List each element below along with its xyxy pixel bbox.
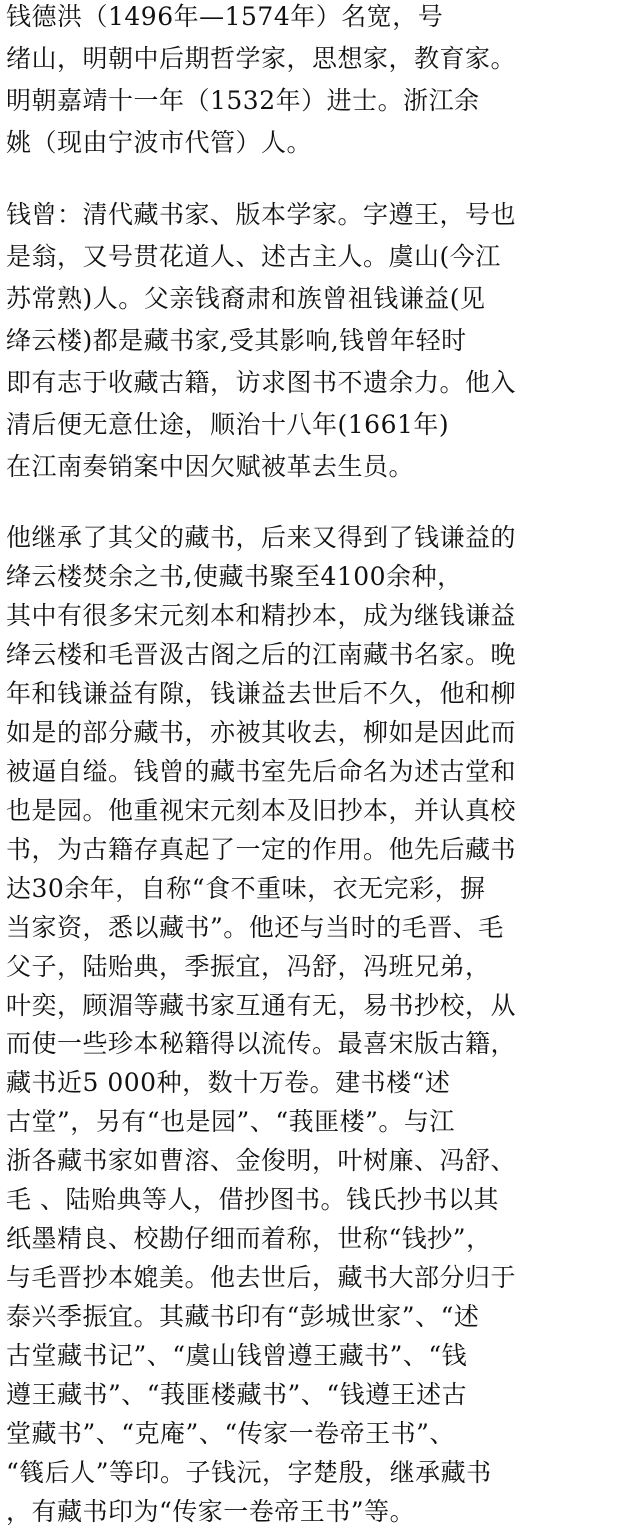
text-line: 绪山，明朝中后期哲学家，思想家，教育家。 bbox=[6, 44, 517, 73]
text-line: 苏常熟)人。父亲钱裔肃和族曾祖钱谦益(见 bbox=[6, 284, 486, 313]
text-line: 如是的部分藏书，亦被其收去，柳如是因此而 bbox=[6, 718, 517, 747]
text-line: 父子，陆贻典，季振宜，冯舒，冯班兄弟， bbox=[6, 952, 491, 981]
text-line: 遵王藏书”、“莪匪楼藏书”、“钱遵王述古 bbox=[6, 1380, 468, 1409]
text-line: 当家资，悉以藏书”。他还与当时的毛晋、毛 bbox=[6, 913, 504, 942]
text-line: 达30余年，自称“食不重味，衣无完彩，摒 bbox=[6, 874, 486, 903]
text-line: 绛云楼焚余之书,使藏书聚至4100余种， bbox=[6, 562, 463, 591]
text-line: 绛云楼)都是藏书家,受其影响,钱曾年轻时 bbox=[6, 326, 467, 355]
text-line: 叶奕，顾湄等藏书家互通有无，易书抄校，从 bbox=[6, 991, 517, 1020]
text-line: 在江南奏销案中因欠赋被革去生员。 bbox=[6, 452, 415, 481]
text-line: 堂藏书”、“克庵”、“传家一卷帝王书”、 bbox=[6, 1419, 455, 1448]
text-line: 而使一些珍本秘籍得以流传。最喜宋版古籍， bbox=[6, 1029, 517, 1058]
text-line: 与毛晋抄本媲美。他去世后，藏书大部分归于 bbox=[6, 1263, 517, 1292]
text-line: 姚（现由宁波市代管）人。 bbox=[6, 128, 313, 157]
text-line: 绛云楼和毛晋汲古阁之后的江南藏书名家。晚 bbox=[6, 640, 517, 669]
text-line: 泰兴季振宜。其藏书印有“彭城世家”、“述 bbox=[6, 1302, 480, 1331]
text-line: “篯后人”等印。子钱沅，字楚殷，继承藏书 bbox=[6, 1458, 492, 1487]
text-line: 纸墨精良、校勘仔细而着称，世称“钱抄”， bbox=[6, 1224, 492, 1253]
text-line: 毛 、陆贻典等人，借抄图书。钱氏抄书以其 bbox=[6, 1185, 499, 1214]
text-line: 钱曾：清代藏书家、版本学家。字遵王，号也 bbox=[6, 200, 517, 229]
text-line: 也是园。他重视宋元刻本及旧抄本，并认真校 bbox=[6, 796, 517, 825]
text-line: 书，为古籍存真起了一定的作用。他先后藏书 bbox=[6, 835, 517, 864]
text-line: 被逼自缢。钱曾的藏书室先后命名为述古堂和 bbox=[6, 757, 517, 786]
text-line: 清后便无意仕途，顺治十八年(1661年) bbox=[6, 410, 450, 439]
text-line: 明朝嘉靖十一年（1532年）进士。浙江余 bbox=[6, 86, 480, 115]
text-line: 是翁，又号贯花道人、述古主人。虞山(今江 bbox=[6, 242, 501, 271]
text-line: ，有藏书印为“传家一卷帝王书”等。 bbox=[6, 1497, 416, 1526]
text-line: 他继承了其父的藏书，后来又得到了钱谦益的 bbox=[6, 523, 517, 552]
text-line: 钱德洪（1496年—1574年）名宽，号 bbox=[6, 2, 444, 31]
text-line: 藏书近5 000种，数十万卷。建书楼“述 bbox=[6, 1068, 451, 1097]
text-line: 即有志于收藏古籍，访求图书不遗余力。他入 bbox=[6, 368, 517, 397]
text-line: 浙各藏书家如曹溶、金俊明，叶树廉、冯舒、 bbox=[6, 1146, 517, 1175]
text-line: 古堂”，另有“也是园”、“莪匪楼”。与江 bbox=[6, 1107, 455, 1136]
text-line: 其中有很多宋元刻本和精抄本，成为继钱谦益 bbox=[6, 601, 517, 630]
text-line: 古堂藏书记”、“虞山钱曾遵王藏书”、“钱 bbox=[6, 1341, 468, 1370]
text-line: 年和钱谦益有隙，钱谦益去世后不久，他和柳 bbox=[6, 679, 517, 708]
